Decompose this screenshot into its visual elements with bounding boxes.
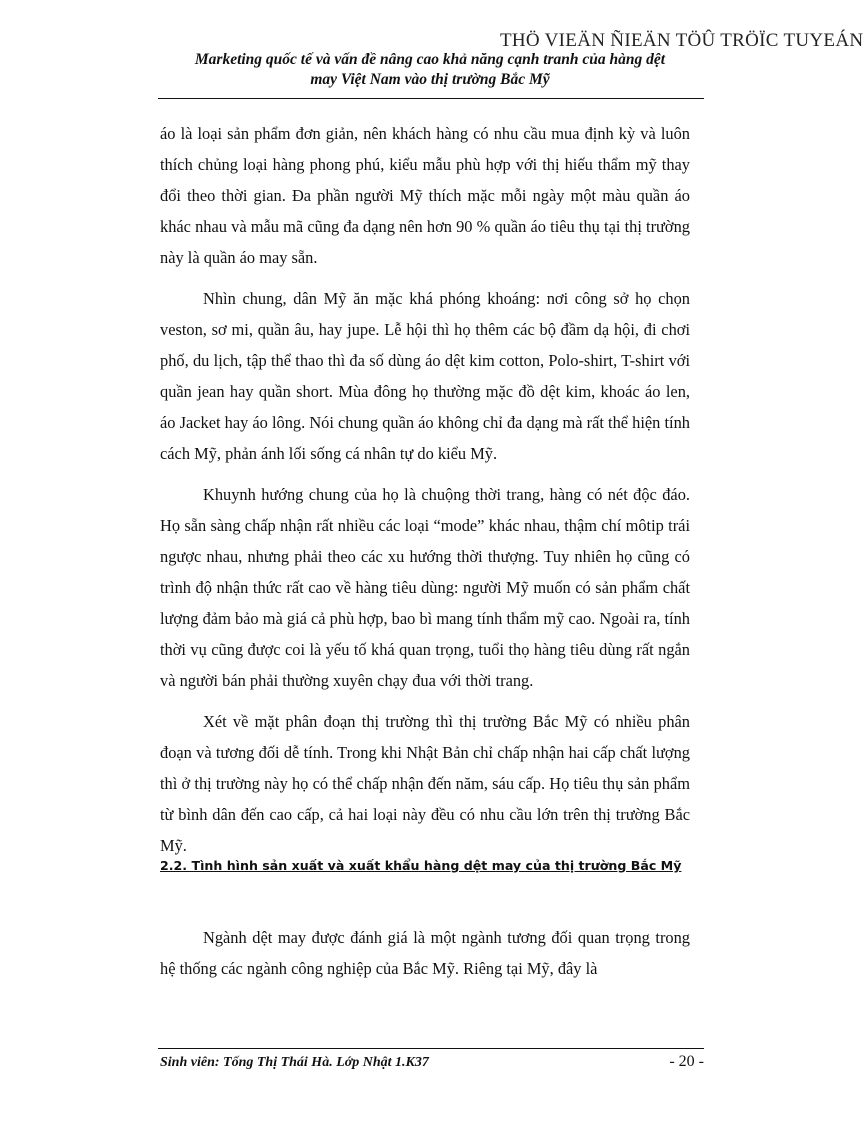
section-body — [160, 922, 690, 984]
page-number: - 20 - — [669, 1053, 704, 1070]
paragraph: Nhìn chung, dân Mỹ ăn mặc khá phóng khoáng: nơi công sở họ chọn veston, sơ mi, quần âu, hay jupe. Lễ hội thì họ thêm các bộ đầm dạ hội, đi chơi phố, du lịch, tập thể thao thì đa số dùng áo dệt kim cotton, Polo-shirt, T-shirt với quần jean hay quần short. Mùa đông họ thường mặc đồ dệt kim, khoác áo len, áo Jacket hay áo lông. Nói chung quần áo không chỉ đa dạng mà rất thể hiện tính cách Mỹ, phản ánh lối sống cá nhân tự do kiểu Mỹ. — [160, 289, 690, 463]
footer-student-info: Sinh viên: Tống Thị Thái Hà. Lớp Nhật 1.K37 — [160, 1055, 429, 1070]
header-divider — [158, 98, 704, 99]
paragraph: áo là loại sản phẩm đơn giản, nên khách hàng có nhu cầu mua định kỳ và luôn thích chủng loại hàng phong phú, kiểu mẫu phù hợp với thị hiếu thẩm mỹ thay đổi theo thời gian. Đa phần người Mỹ thích mặc mỗi ngày một màu quần áo khác nhau và mẫu mã cũng đa dạng nên hơn 90 % quần áo tiêu thụ tại thị trường này là quần áo may sẵn. — [160, 124, 690, 267]
header-title-line-1: Marketing quốc tế và vấn đề nâng cao khả năng cạnh tranh của hàng dệt — [194, 51, 666, 68]
page-header — [150, 50, 710, 90]
paragraph: Khuynh hướng chung của họ là chuộng thời trang, hàng có nét độc đáo. Họ sẵn sàng chấp nhận rất nhiều các loại “mode” khác nhau, thậm chí môtip trái ngược nhau, nhưng phải theo các xu hướng thời thượng. Tuy nhiên họ cũng có trình độ nhận thức rất cao về hàng tiêu dùng: người Mỹ muốn có sản phẩm chất lượng đảm bảo mà giá cả phù hợp, bao bì mang tính thẩm mỹ cao. Ngoài ra, tính thời vụ cũng được coi là yếu tố khá quan trọng, tuổi thọ hàng tiêu dùng rất ngắn và người bán phải thường xuyên chạy đua với thời trang. — [160, 485, 690, 690]
header-title-line-2: may Việt Nam vào thị trường Bắc Mỹ — [310, 71, 550, 88]
watermark-text: THÖ VIEÄN ÑIEÄN TÖÛ TRÖÏC TUYEÁN — [500, 30, 863, 51]
section-heading: 2.2. Tình hình sản xuất và xuất khẩu hàng dệt may của thị trường Bắc Mỹ — [160, 858, 682, 873]
footer-divider — [158, 1048, 704, 1049]
paragraph: Ngành dệt may được đánh giá là một ngành tương đối quan trọng trong hệ thống các ngành công nghiệp của Bắc Mỹ. Riêng tại Mỹ, đây là — [160, 928, 690, 978]
paragraph: Xét về mặt phân đoạn thị trường thì thị trường Bắc Mỹ có nhiều phân đoạn và tương đối dễ tính. Trong khi Nhật Bản chỉ chấp nhận hai cấp chất lượng thì ở thị trường này họ có thể chấp nhận đến năm, sáu cấp. Họ tiêu thụ sản phẩm từ bình dân đến cao cấp, cả hai loại này đều có nhu cầu lớn trên thị trường Bắc Mỹ. — [160, 712, 690, 855]
document-body — [160, 118, 690, 871]
